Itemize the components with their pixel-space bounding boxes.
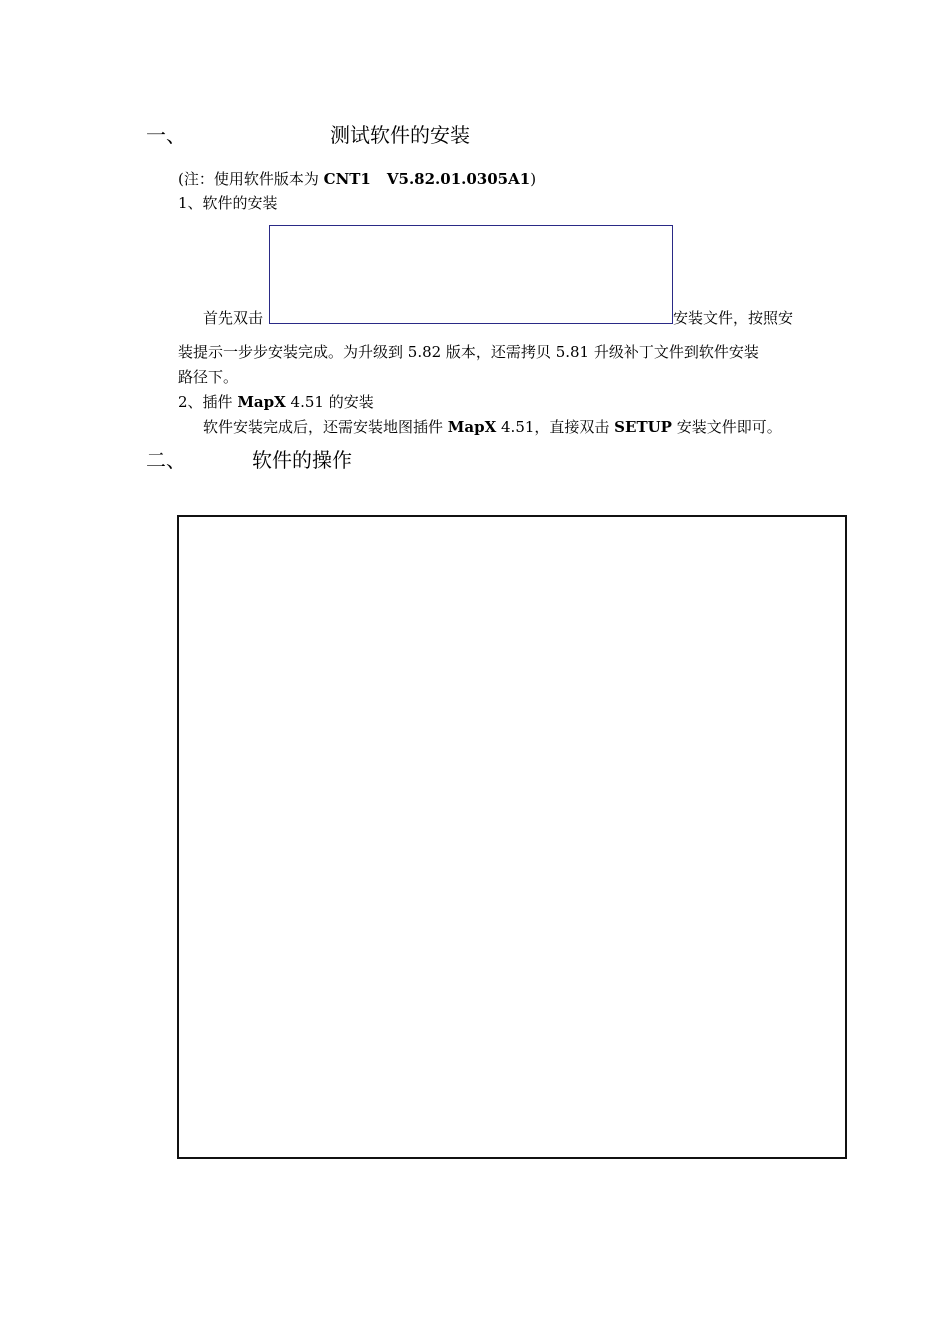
step2-heading — [178, 392, 374, 412]
step1-line1-pre: 首先双击 — [203, 309, 264, 327]
step2-body-pre: 软件安装完成后，还需安装地图插件 — [203, 418, 448, 436]
installer-icon-image — [269, 225, 673, 324]
version-note — [178, 169, 536, 189]
section2-number: 二、 — [146, 448, 186, 472]
note-product: CNT1 — [323, 170, 371, 188]
step2-heading-post: 4.51 的安装 — [285, 393, 374, 411]
step2-body-mid: 4.51，直接双击 — [496, 418, 615, 436]
section2-title: 软件的操作 — [252, 448, 352, 472]
step1-line1-post: 安装文件，按照安 — [673, 309, 794, 327]
note-suffix: ) — [530, 170, 537, 188]
step2-heading-pre: 2、插件 — [178, 393, 238, 411]
section1-title: 测试软件的安装 — [330, 123, 470, 147]
step2-body-post: 安装文件即可。 — [671, 418, 782, 436]
step1-line3: 路径下。 — [178, 368, 239, 386]
note-prefix: (注：使用软件版本为 — [178, 170, 324, 188]
step2-body — [203, 417, 782, 437]
step2-body-setup: SETUP — [614, 418, 672, 436]
section1-number: 一、 — [146, 123, 186, 147]
step2-body-mapx: MapX — [447, 418, 497, 436]
software-screenshot-image — [177, 515, 847, 1159]
step2-heading-product: MapX — [237, 393, 286, 411]
step1-heading: 1、软件的安装 — [178, 194, 278, 212]
note-version: V5.82.01.0305A1 — [386, 170, 531, 188]
step1-line2: 装提示一步步安装完成。为升级到 5.82 版本，还需拷贝 5.81 升级补丁文件到软件安装 — [178, 343, 759, 361]
